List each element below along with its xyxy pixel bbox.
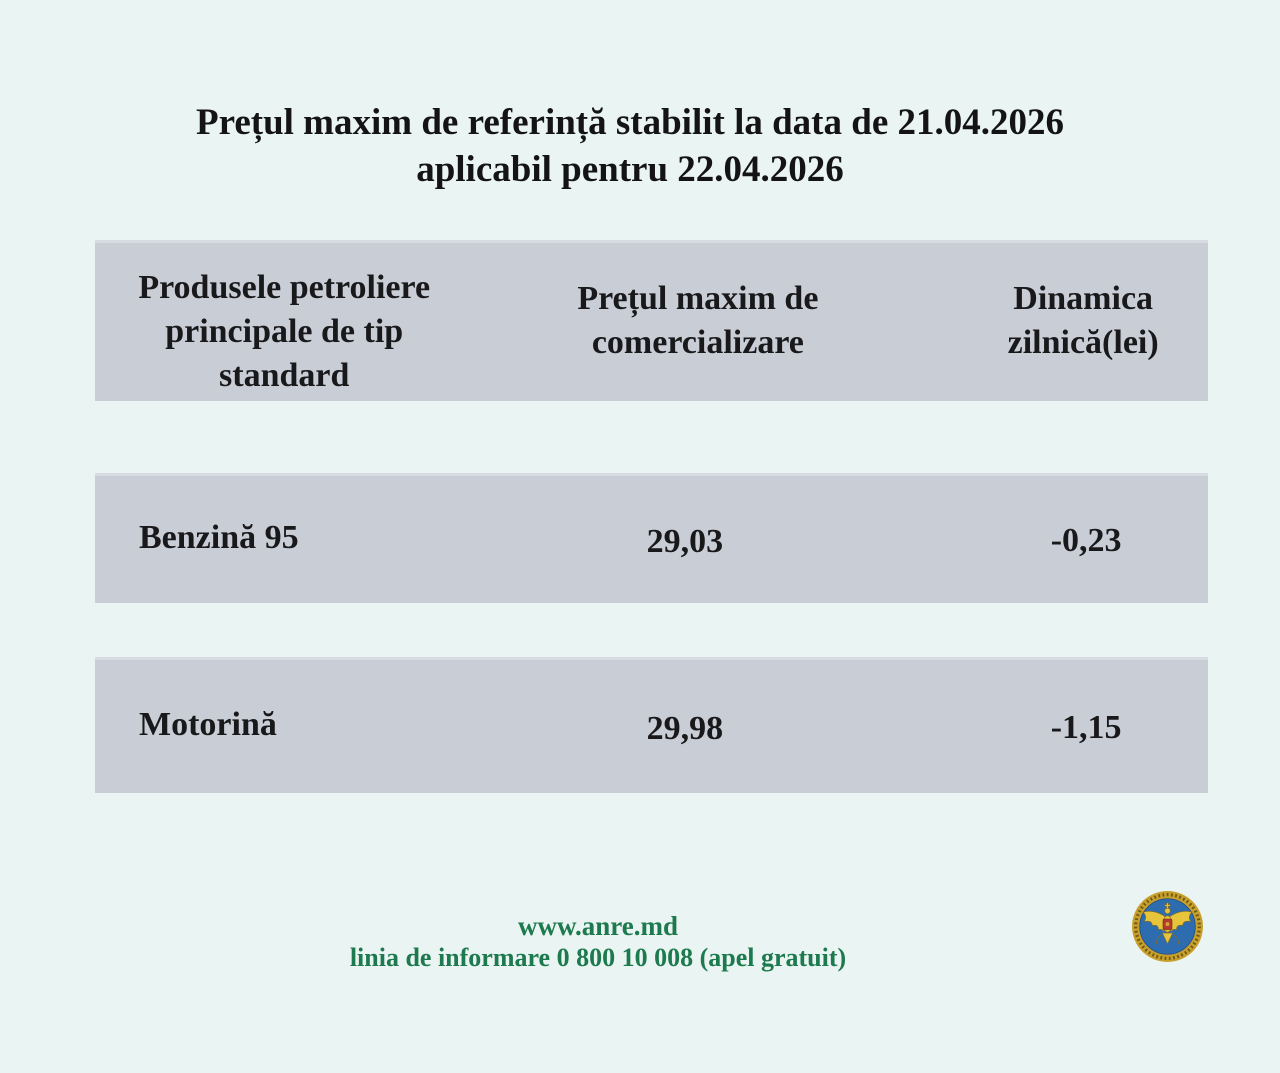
website-text: www.anre.md <box>517 911 678 941</box>
column-header-products-label: Produsele petroliere principale de tip standard <box>138 268 431 394</box>
page-title-line-2: aplicabil pentru 22.04.2026 <box>416 149 844 190</box>
info-line-text: linia de informare 0 800 10 008 (apel gratuit) <box>349 943 847 972</box>
table-row-motorina <box>95 657 1208 793</box>
column-header-products <box>95 244 473 398</box>
moldova-anre-seal-icon <box>1131 890 1204 963</box>
price-table-header <box>95 240 1208 401</box>
product-name: Benzină 95 <box>139 519 299 556</box>
table-row-benzina-95 <box>95 473 1208 603</box>
column-header-max-price-label: Prețul maxim de comercializare <box>577 279 819 361</box>
product-daily-dynamic: -1,15 <box>1050 709 1122 746</box>
product-name: Motorină <box>139 706 277 743</box>
column-header-max-price <box>473 277 896 365</box>
column-header-daily-dynamic-label: Dinamica zilnică(lei) <box>1007 279 1159 361</box>
page-title-line-1: Prețul maxim de referință stabilit la data de 21.04.2026 <box>195 102 1065 143</box>
product-max-price: 29,98 <box>646 710 724 747</box>
page-title <box>0 99 1260 193</box>
column-header-daily-dynamic <box>896 277 1208 365</box>
footer <box>0 911 1196 974</box>
product-daily-dynamic: -0,23 <box>1050 522 1122 559</box>
product-max-price: 29,03 <box>646 523 724 560</box>
